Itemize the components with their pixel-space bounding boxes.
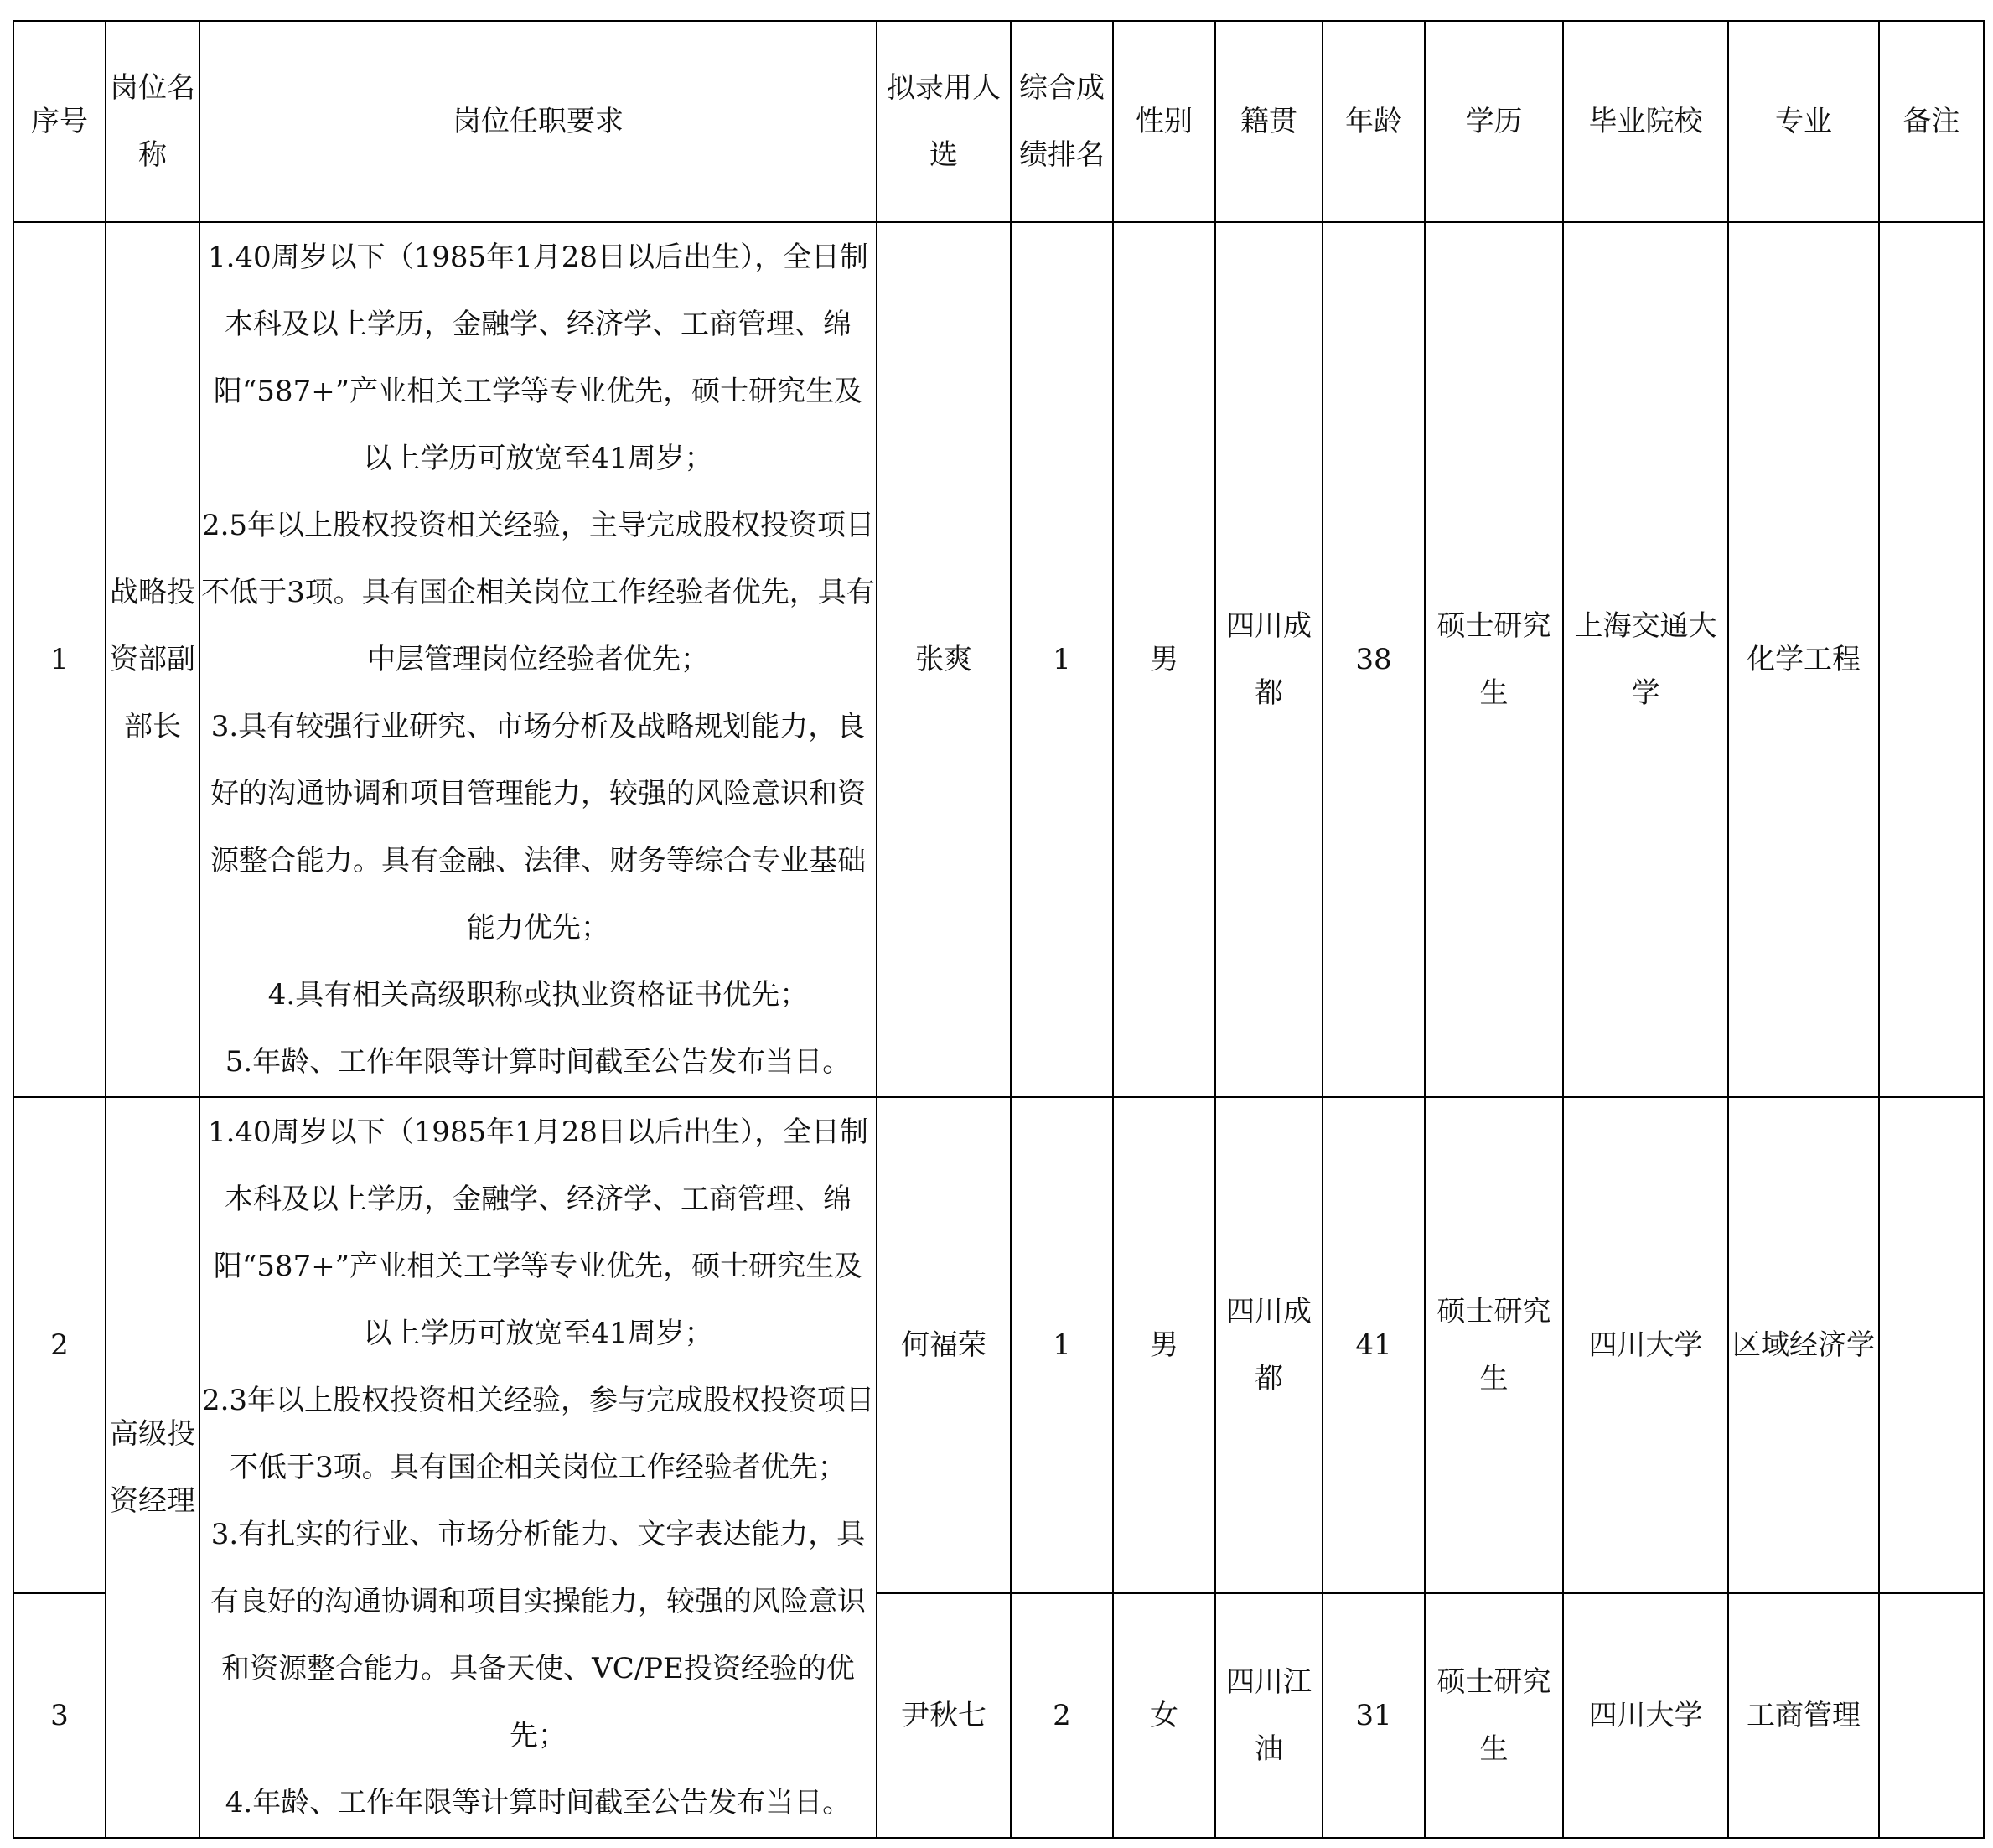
header-education: 学历 <box>1425 21 1563 222</box>
requirement-item: 1.40周岁以下（1985年1月28日以后出生），全日制本科及以上学历，金融学、经济学、工商管理、绵阳“587+”产业相关工学等专业优先，硕士研究生及以上学历可放宽至41周岁； <box>207 1116 869 1350</box>
cell-candidate: 何福荣 <box>877 1097 1011 1593</box>
cell-education: 硕士研究生 <box>1425 222 1563 1097</box>
header-age: 年龄 <box>1323 21 1425 222</box>
header-rank: 综合成绩排名 <box>1011 21 1113 222</box>
cell-education: 硕士研究生 <box>1425 1097 1563 1593</box>
cell-major: 区域经济学 <box>1728 1097 1879 1593</box>
cell-seq: 2 <box>13 1097 106 1593</box>
cell-remark <box>1879 1097 1984 1593</box>
cell-origin: 四川成都 <box>1215 222 1323 1097</box>
header-requirements: 岗位任职要求 <box>199 21 877 222</box>
requirement-item: 4.具有相关高级职称或执业资格证书优先； <box>267 978 809 1012</box>
cell-origin: 四川成都 <box>1215 1097 1323 1593</box>
header-post-name: 岗位名称 <box>106 21 199 222</box>
header-remark: 备注 <box>1879 21 1984 222</box>
cell-remark <box>1879 1593 1984 1838</box>
cell-remark <box>1879 222 1984 1097</box>
cell-age: 31 <box>1323 1593 1425 1838</box>
header-major: 专业 <box>1728 21 1879 222</box>
requirement-item: 2.5年以上股权投资相关经验，主导完成股权投资项目不低于3项。具有国企相关岗位工作经验者优先，具有中层管理岗位经验者优先； <box>201 509 875 676</box>
cell-candidate: 尹秋七 <box>877 1593 1011 1838</box>
cell-seq: 3 <box>13 1593 106 1838</box>
header-origin: 籍贯 <box>1215 21 1323 222</box>
requirement-item: 1.40周岁以下（1985年1月28日以后出生），全日制本科及以上学历，金融学、经济学、工商管理、绵阳“587+”产业相关工学等专业优先，硕士研究生及以上学历可放宽至41周岁； <box>207 241 869 475</box>
cell-age: 38 <box>1323 222 1425 1097</box>
requirement-item: 2.3年以上股权投资相关经验，参与完成股权投资项目不低于3项。具有国企相关岗位工作经验者优先； <box>201 1384 875 1484</box>
cell-major: 工商管理 <box>1728 1593 1879 1838</box>
header-seq: 序号 <box>13 21 106 222</box>
header-row <box>13 21 1984 222</box>
requirement-item: 3.有扎实的行业、市场分析能力、文字表达能力，具有良好的沟通协调和项目实操能力，较强的风险意识和资源整合能力。具备天使、VC/PE投资经验的优先； <box>210 1518 866 1752</box>
cell-school: 四川大学 <box>1563 1097 1728 1593</box>
requirement-item: 5.年龄、工作年限等计算时间截至公告发布当日。 <box>225 1045 852 1079</box>
cell-age: 41 <box>1323 1097 1425 1593</box>
cell-school: 上海交通大学 <box>1563 222 1728 1097</box>
header-school: 毕业院校 <box>1563 21 1728 222</box>
header-candidate: 拟录用人选 <box>877 21 1011 222</box>
cell-seq: 1 <box>13 222 106 1097</box>
cell-gender: 男 <box>1113 1097 1215 1593</box>
requirement-item: 3.具有较强行业研究、市场分析及战略规划能力，良好的沟通协调和项目管理能力，较强的风险意识和资源整合能力。具有金融、法律、财务等综合专业基础能力优先； <box>210 710 866 945</box>
cell-post-name: 战略投资部副部长 <box>106 222 199 1097</box>
cell-origin: 四川江油 <box>1215 1593 1323 1838</box>
cell-requirements <box>199 1097 877 1838</box>
cell-rank: 1 <box>1011 222 1113 1097</box>
cell-rank: 2 <box>1011 1593 1113 1838</box>
table-row <box>13 222 1984 1097</box>
cell-major: 化学工程 <box>1728 222 1879 1097</box>
cell-education: 硕士研究生 <box>1425 1593 1563 1838</box>
cell-requirements <box>199 222 877 1097</box>
cell-rank: 1 <box>1011 1097 1113 1593</box>
table-row <box>13 1097 1984 1593</box>
cell-candidate: 张爽 <box>877 222 1011 1097</box>
cell-post-name: 高级投资经理 <box>106 1097 199 1838</box>
header-gender: 性别 <box>1113 21 1215 222</box>
cell-gender: 女 <box>1113 1593 1215 1838</box>
requirement-item: 4.年龄、工作年限等计算时间截至公告发布当日。 <box>225 1786 852 1820</box>
recruitment-table <box>13 20 1985 1839</box>
cell-gender: 男 <box>1113 222 1215 1097</box>
cell-school: 四川大学 <box>1563 1593 1728 1838</box>
